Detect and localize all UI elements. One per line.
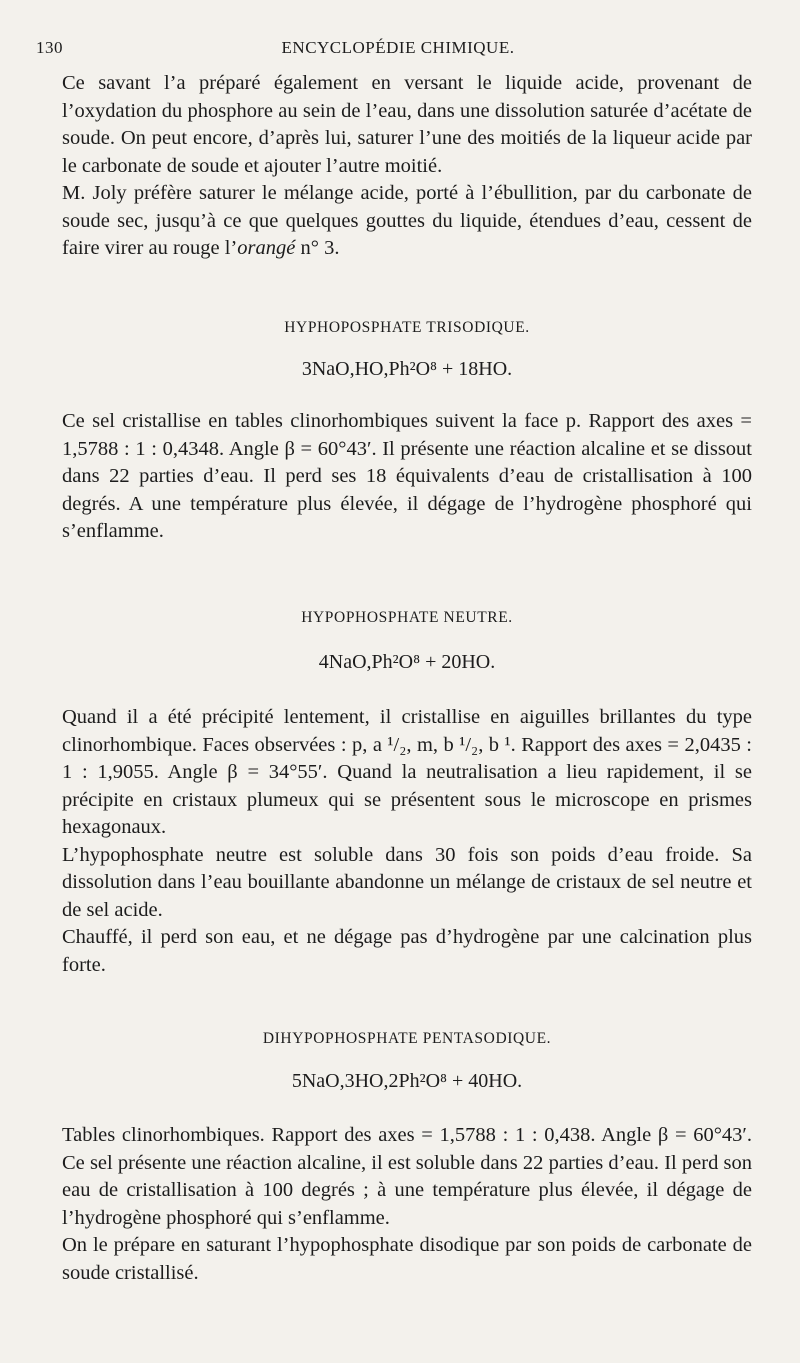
pentasodique-section [62,1122,752,1287]
intro-section [62,70,752,263]
trisodique-section [62,408,752,546]
chemical-formula: 4NaO,Ph²O⁸ + 20HO. [318,651,496,673]
paragraph: Tables clinorhombiques. Rapport des axes = 1,5788 : 1 : 0,438. Angle β = 60°43′. Ce sel présente une réaction alcaline, il est soluble dans 22 parties d’eau. Il perd son eau de cristallisation à 100 degrés ; à une température plus élevée, il dégage de l’hydrogène phosphoré qui s’enflamme. [62,1124,752,1229]
neutre-section [62,704,752,979]
section-heading: DIHYPOPHOSPHATE PENTASODIQUE. [262,1030,552,1047]
paragraph [62,180,752,263]
chemical-formula: 5NaO,3HO,2Ph²O⁸ + 40HO. [291,1070,523,1092]
paragraph: Quand il a été précipité lentement, il cristallise en aiguilles brillantes du type clinorhombique. Faces observées : p, a ¹/₂, m, b ¹/₂, b ¹. Rapport des axes = 2,0435 : 1 : 1,9055. Angle β = 34°55′. Quand la neutralisation a lieu rapidement, il se précipite en cristaux plumeux qui se présentent sous le microscope en prismes hexagonaux. [62,706,752,838]
running-title: ENCYCLOPÉDIE CHIMIQUE. [281,38,515,57]
paragraph: Ce savant l’a préparé également en versant le liquide acide, provenant de l’oxydation du phosphore au sein de l’eau, dans une dissolution saturée d’acétate de soude. On peut encore, d’après lui, saturer l’une des moitiés de la liqueur acide par le carbonate de soude et ajouter l’autre moitié. [62,72,752,177]
text-run: M. Joly préfère saturer le mélange acide, porté à l’ébullition, par du carbonate de soude sec, jusqu’à ce que quelques gouttes du liquide, étendues d’eau, cessent de faire virer au rouge l’ [62,182,752,259]
page-header [36,38,760,64]
page-number: 130 [36,38,63,57]
paragraph: On le prépare en saturant l’hypophosphate disodique par son poids de carbonate de soude cristallisé. [62,1234,752,1284]
text-run: n° 3. [295,237,340,259]
chemical-formula: 3NaO,HO,Ph²O⁸ + 18HO. [301,358,513,380]
paragraph: Chauffé, il perd son eau, et ne dégage pas d’hydrogène par une calcination plus forte. [62,926,752,976]
paragraph: Ce sel cristallise en tables clinorhombiques suivent la face p. Rapport des axes = 1,5788 : 1 : 0,4348. Angle β = 60°43′. Il présente une réaction alcaline et se dissout dans 22 parties d’eau. Il perd ses 18 équivalents d’eau de cristallisation à 100 degrés. A une température plus élevée, il dégage de l’hydrogène phosphoré qui s’enflamme. [62,410,752,542]
section-heading: HYPHOPOSPHATE TRISODIQUE. [284,319,530,336]
paragraph: L’hypophosphate neutre est soluble dans 30 fois son poids d’eau froide. Sa dissolution dans l’eau bouillante abandonne un mélange de cristaux de sel neutre et de sel acide. [62,843,752,921]
italic-term: orangé [237,237,296,259]
section-heading: HYPOPHOSPHATE NEUTRE. [301,609,513,626]
